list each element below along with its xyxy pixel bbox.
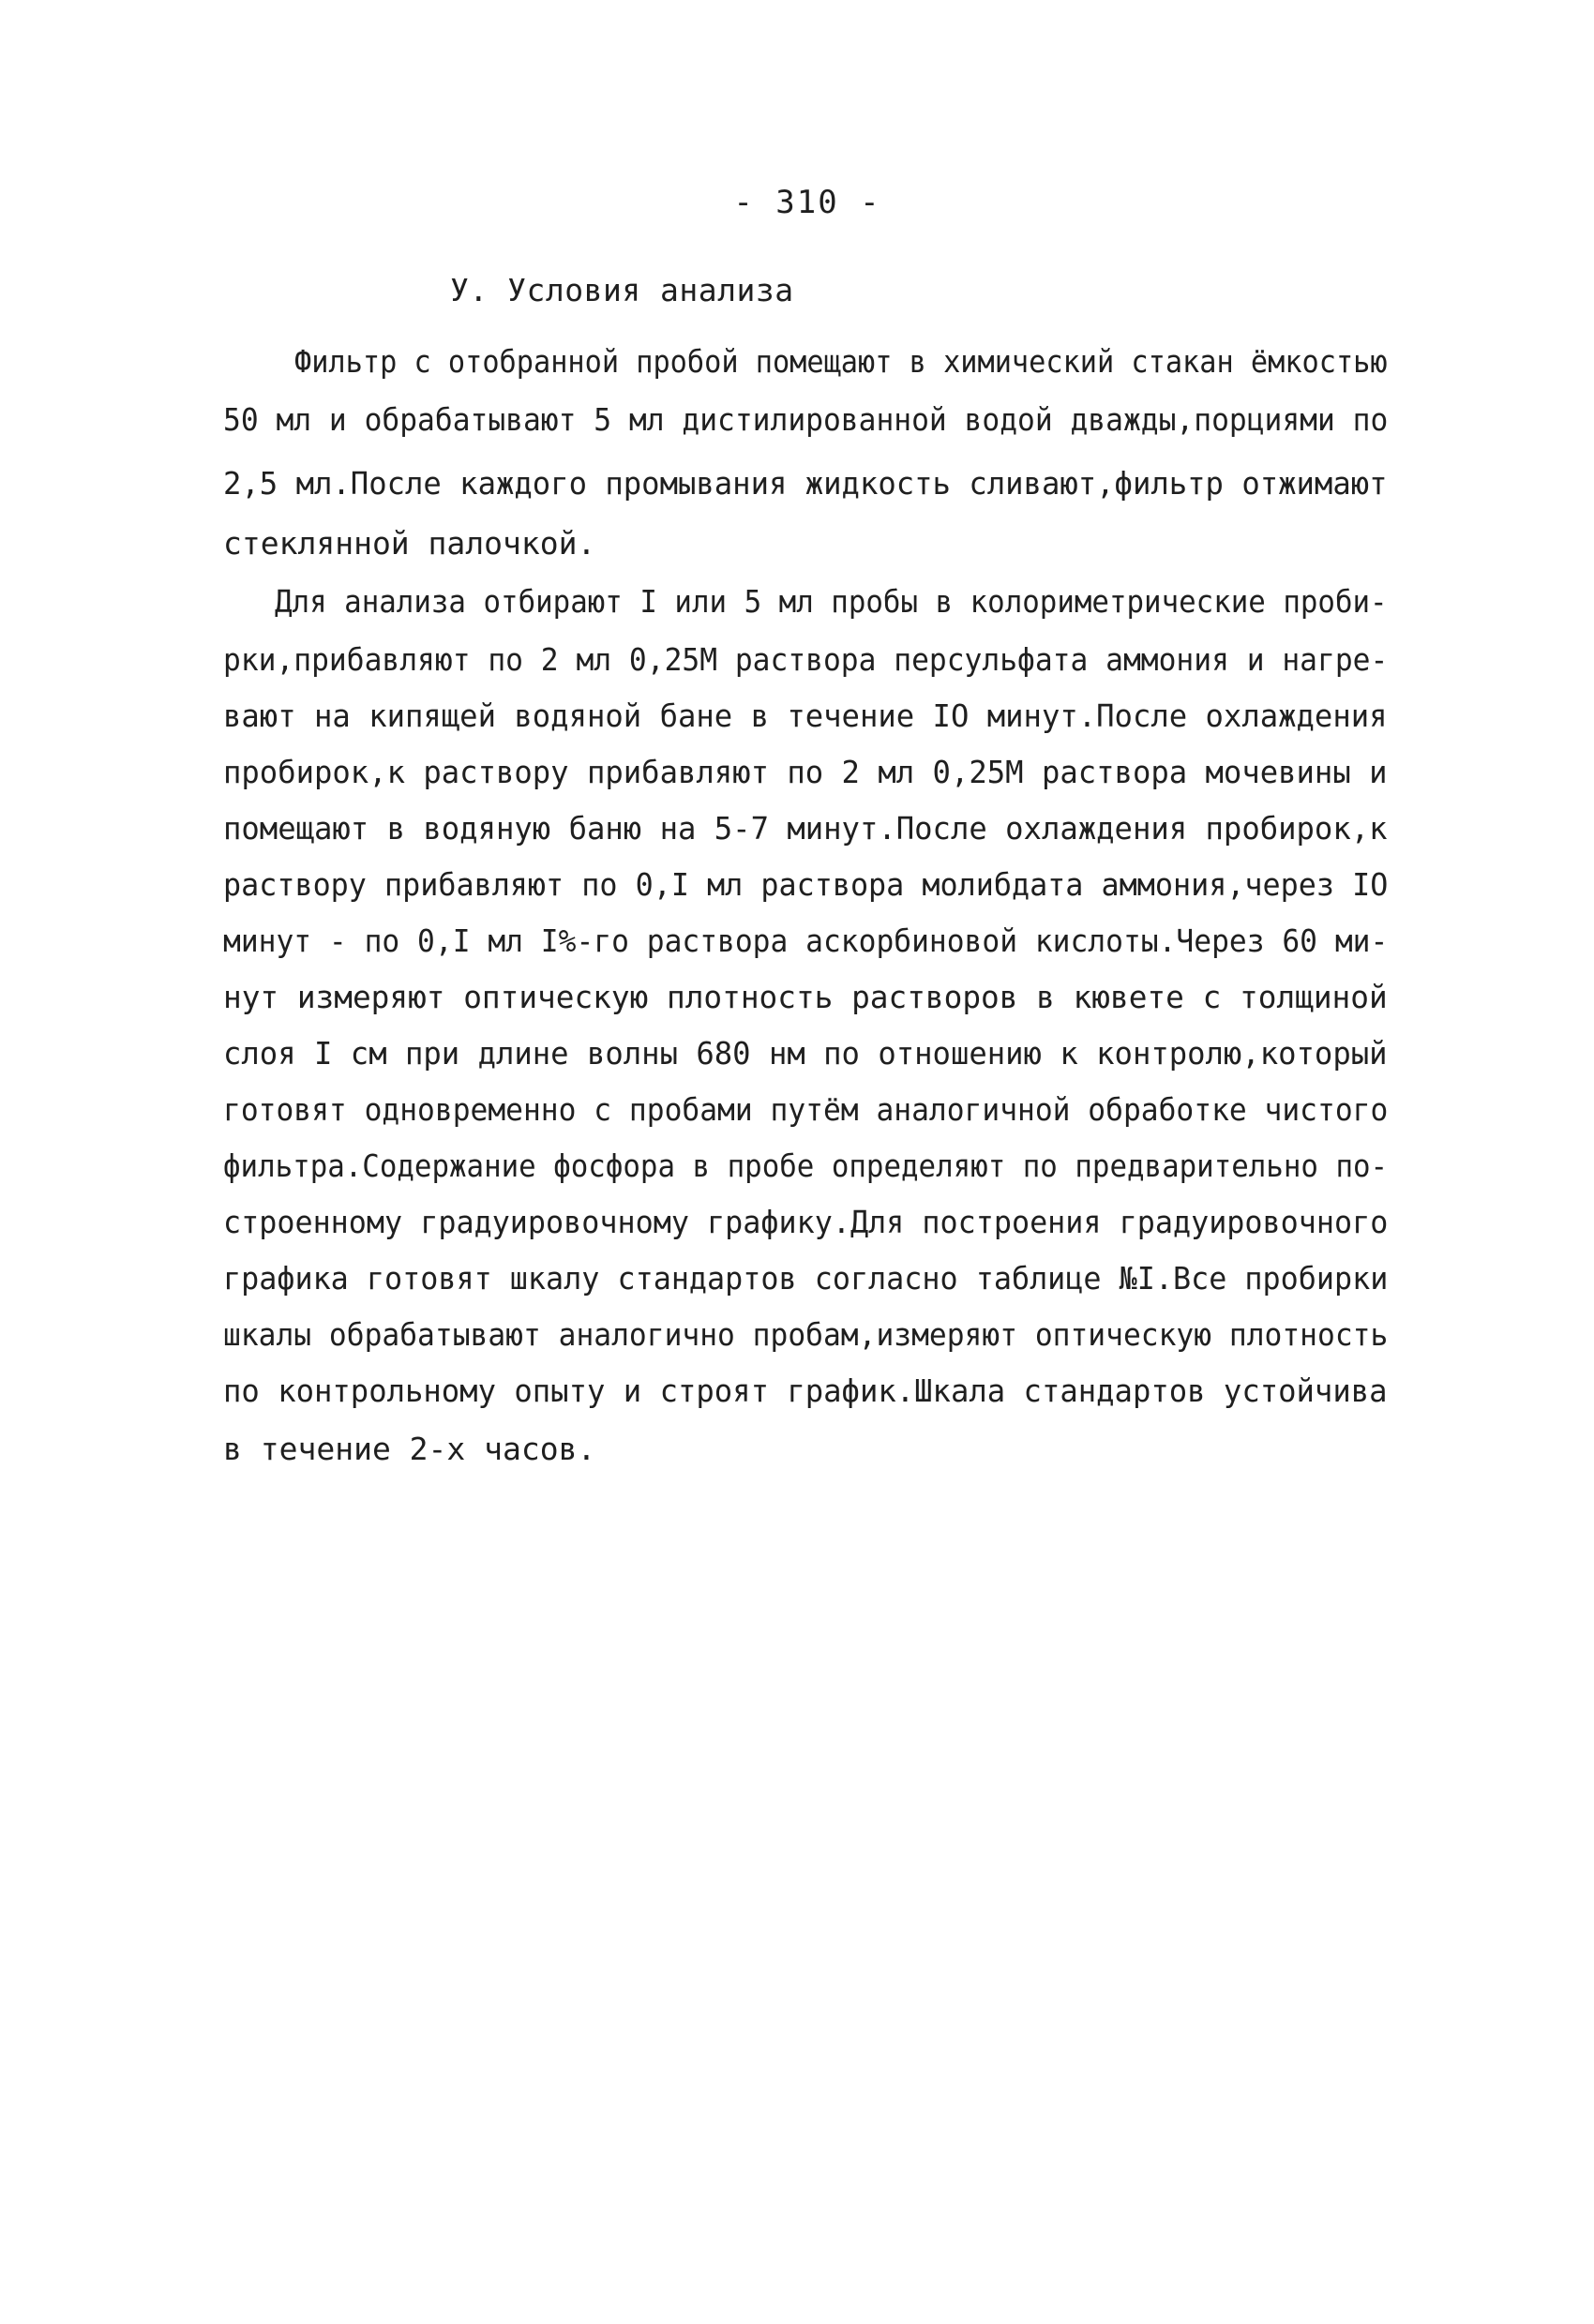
paragraph-1-line: стеклянной палочкой. <box>223 525 596 562</box>
paragraph-2-line: шкалы обрабатывают аналогично пробам,измеряют оптическую плотность <box>223 1316 1389 1353</box>
paragraph-2-line: готовят одновременно с пробами путём аналогичной обработке чистого <box>223 1091 1389 1128</box>
paragraph-2-line: по контрольному опыту и строят график.Шкала стандартов устойчива <box>223 1372 1388 1409</box>
paragraph-2-line: рки,прибавляют по 2 мл 0,25М раствора персульфата аммония и нагре- <box>223 641 1389 678</box>
paragraph-2-line: графика готовят шкалу стандартов согласно таблице №I.Все пробирки <box>223 1260 1389 1297</box>
paragraph-2-line: Для анализа отбирают I или 5 мл пробы в колориметрические проби- <box>275 583 1388 620</box>
section-title: У. Условия анализа <box>450 272 794 308</box>
paragraph-2-line: минут - по 0,I мл I%-го раствора аскорбиновой кислоты.Через 60 ми- <box>223 922 1389 959</box>
page-number: - 310 - <box>733 184 881 221</box>
paragraph-2-line: пробирок,к раствору прибавляют по 2 мл 0,25М раствора мочевины и <box>223 754 1388 790</box>
paragraph-1-line: Фильтр с отобранной пробой помещают в химический стакан ёмкостью <box>294 343 1388 380</box>
paragraph-2-line: фильтра.Содержание фосфора в пробе определяют по предварительно по- <box>223 1147 1389 1184</box>
paragraph-2-line: нут измеряют оптическую плотность растворов в кювете с толщиной <box>223 979 1388 1015</box>
paragraph-2-line: в течение 2-х часов. <box>223 1431 596 1467</box>
paragraph-2-line: строенному градуировочному графику.Для построения градуировочного <box>223 1204 1389 1240</box>
paragraph-2-line: раствору прибавляют по 0,I мл раствора молибдата аммония,через IO <box>223 866 1389 903</box>
paragraph-1-line: 2,5 мл.После каждого промывания жидкость сливают,фильтр отжимают <box>223 465 1388 502</box>
paragraph-2-line: помещают в водяную баню на 5-7 минут.После охлаждения пробирок,к <box>223 810 1388 847</box>
paragraph-2-line: вают на кипящей водяной бане в течение IO минут.После охлаждения <box>223 697 1388 734</box>
paragraph-1-line: 50 мл и обрабатывают 5 мл дистилированной водой дважды,порциями по <box>223 401 1389 438</box>
paragraph-2-line: слоя I см при длине волны 680 нм по отношению к контролю,который <box>223 1035 1388 1072</box>
